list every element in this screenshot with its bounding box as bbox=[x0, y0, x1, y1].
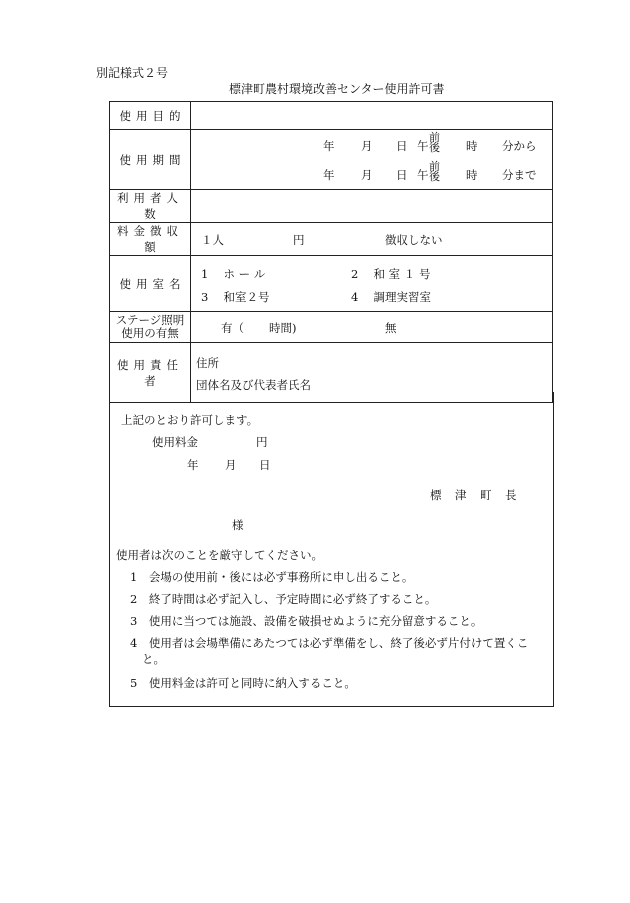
room-option-washitsu-2[interactable]: 3 和室２号 bbox=[201, 290, 270, 304]
row-users bbox=[110, 190, 553, 223]
row-room bbox=[110, 256, 553, 312]
stage-hours: 時間) bbox=[269, 321, 297, 335]
stage-no[interactable]: 無 bbox=[385, 321, 397, 335]
permit-form-table bbox=[109, 101, 553, 403]
period2-hour: 時 bbox=[466, 168, 478, 182]
purpose-value[interactable] bbox=[191, 102, 553, 130]
room-option-washitsu-1[interactable]: 2 和 室 １ 号 bbox=[351, 267, 431, 281]
recipient-sama: 様 bbox=[232, 518, 244, 532]
period2-month: 月 bbox=[361, 168, 373, 182]
purpose-label: 使用目的 bbox=[110, 102, 191, 130]
period1-year: 年 bbox=[323, 139, 335, 153]
users-label: 利用者人数 bbox=[110, 190, 191, 223]
period2-day: 日 bbox=[396, 168, 408, 182]
rule-item-4-continued: と。 bbox=[142, 652, 165, 666]
permit-fee-label: 使用料金 bbox=[152, 435, 198, 449]
fee-per-person: １人 bbox=[201, 233, 224, 247]
fee-value[interactable] bbox=[191, 223, 553, 256]
room-option-hall[interactable]: 1 ホ ー ル bbox=[201, 267, 266, 281]
permit-statement: 上記のとおり許可します。 bbox=[121, 413, 259, 427]
rule-item-1: 1 会場の使用前・後には必ず事務所に申し出ること。 bbox=[130, 570, 414, 584]
fee-yen: 円 bbox=[293, 233, 305, 247]
permit-date-day: 日 bbox=[259, 458, 271, 472]
permit-fee-yen: 円 bbox=[256, 435, 268, 449]
form-number-label: 別記様式２号 bbox=[96, 66, 169, 80]
stage-value bbox=[191, 312, 553, 343]
responsible-address: 住所 bbox=[196, 356, 219, 370]
row-period bbox=[110, 130, 553, 190]
row-fee bbox=[110, 223, 553, 256]
users-value[interactable] bbox=[191, 190, 553, 223]
row-stage bbox=[110, 312, 553, 343]
rule-item-2: 2 終了時間は必ず記入し、予定時間に必ず終了すること。 bbox=[130, 592, 437, 606]
room-label: 使用室名 bbox=[110, 256, 191, 312]
period1-minute: 分から bbox=[502, 139, 537, 153]
period-label: 使用期間 bbox=[110, 130, 191, 190]
rules-intro: 使用者は次のことを厳守してください。 bbox=[116, 548, 323, 562]
period1-hour: 時 bbox=[466, 139, 478, 153]
stage-label: ステージ照明 使用の有無 bbox=[110, 312, 191, 343]
fee-no-charge[interactable]: 徴収しない bbox=[385, 233, 443, 247]
fee-label: 料金徴収額 bbox=[110, 223, 191, 256]
document-title: 標津町農村環境改善センター使用許可書 bbox=[229, 82, 445, 96]
permit-section bbox=[109, 392, 554, 707]
room-option-cooking[interactable]: 4 調理実習室 bbox=[351, 290, 431, 304]
period1-gozen: 午 bbox=[417, 139, 429, 153]
rule-item-5: 5 使用料金は許可と同時に納入すること。 bbox=[130, 676, 356, 690]
period1-month: 月 bbox=[361, 139, 373, 153]
responsible-label: 使用責任者 bbox=[110, 343, 191, 403]
rule-item-4: 4 使用者は会場準備にあたつては必ず準備をし、終了後必ず片付けて置くこ bbox=[130, 636, 529, 650]
period1-day: 日 bbox=[396, 139, 408, 153]
permit-date-year: 年 bbox=[187, 458, 199, 472]
room-value bbox=[191, 256, 553, 312]
rule-item-3: 3 使用に当つては施設、設備を破損せぬように充分留意すること。 bbox=[130, 614, 483, 628]
period1-zengo: 前 後 bbox=[429, 131, 440, 154]
period2-gozen: 午 bbox=[417, 168, 429, 182]
row-purpose bbox=[110, 102, 553, 130]
period2-year: 年 bbox=[323, 168, 335, 182]
responsible-group-name: 団体名及び代表者氏名 bbox=[196, 378, 311, 392]
stage-yes[interactable]: 有（ bbox=[221, 321, 244, 335]
period-value[interactable] bbox=[191, 130, 553, 190]
mayor-title: 標 津 町 長 bbox=[430, 488, 518, 502]
permit-date-month: 月 bbox=[225, 458, 237, 472]
period2-minute: 分まで bbox=[502, 168, 537, 182]
period2-zengo: 前 後 bbox=[429, 160, 440, 183]
